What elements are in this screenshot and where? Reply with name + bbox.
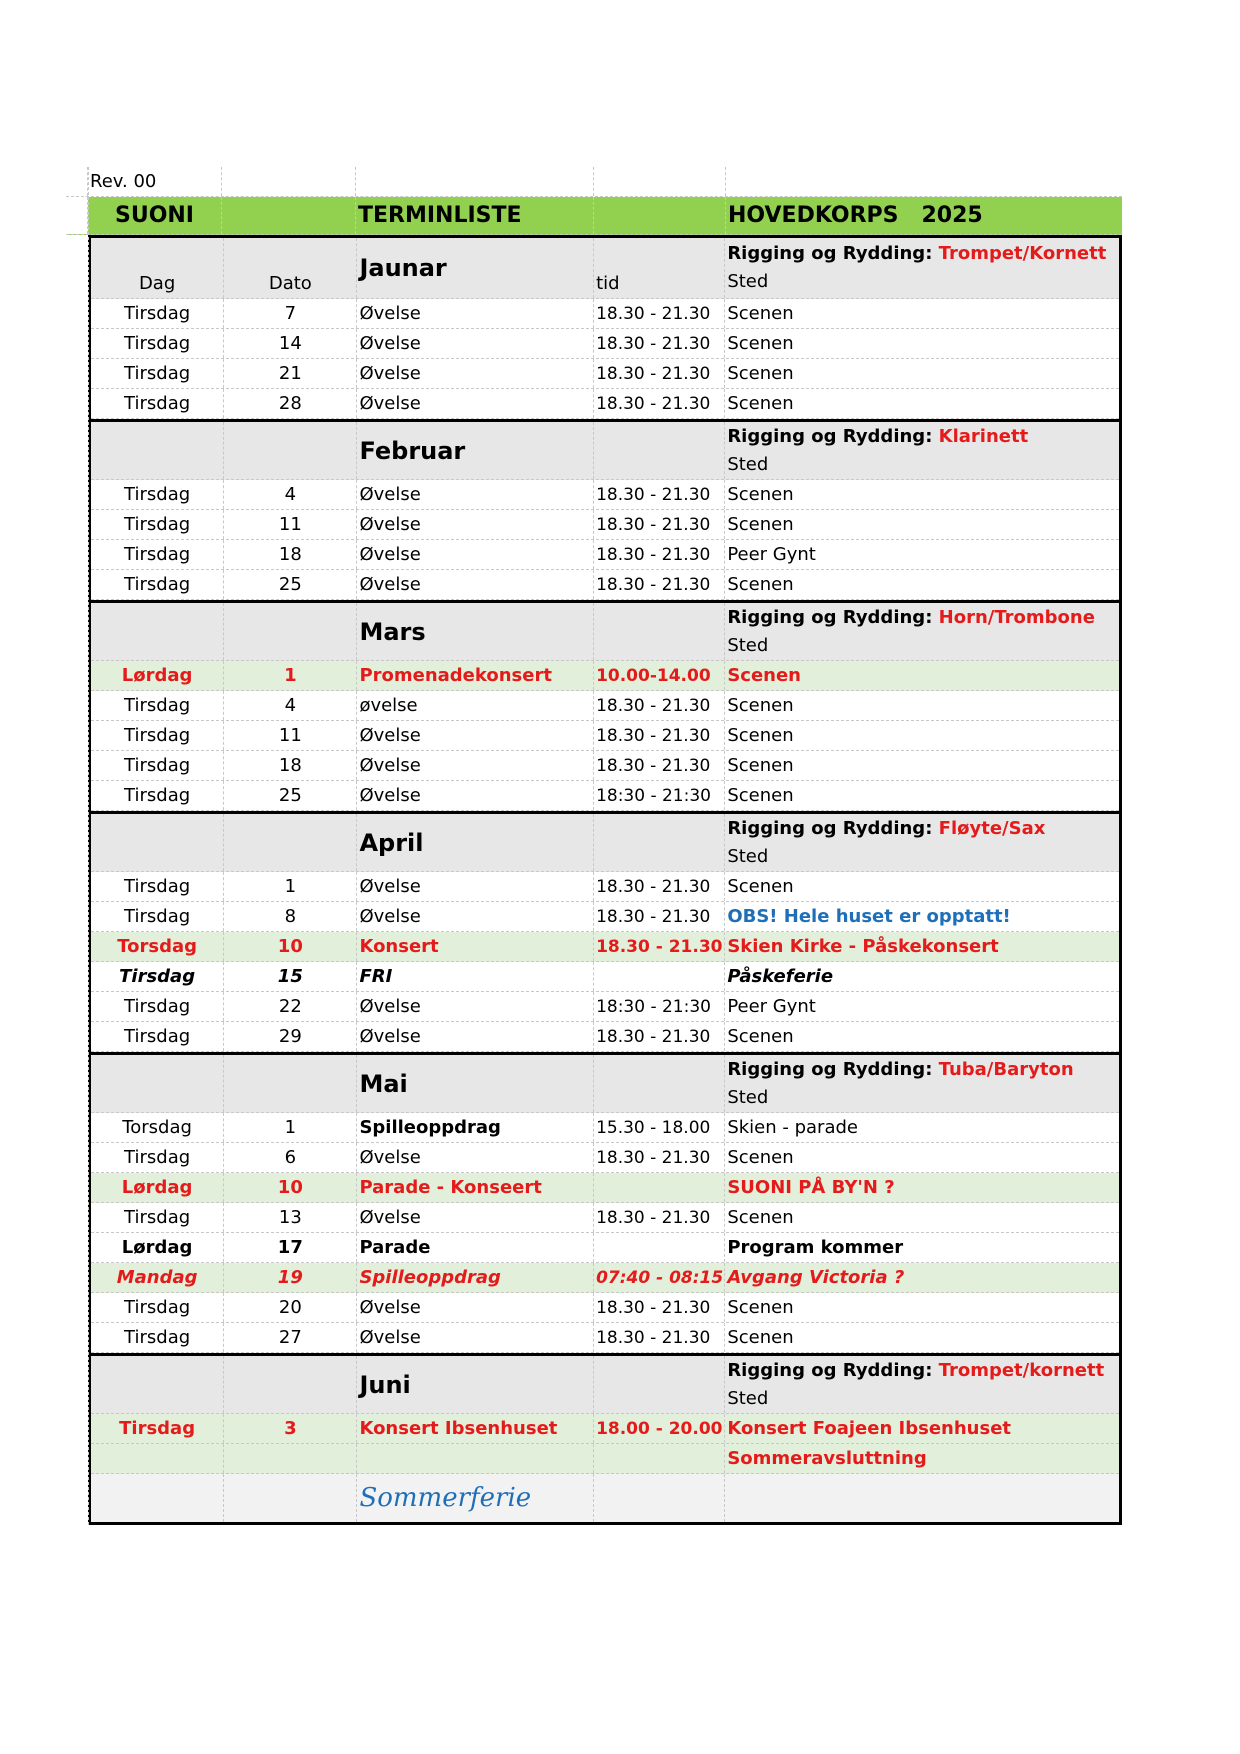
activity-cell: Øvelse: [357, 1293, 594, 1322]
group-title: HOVEDKORPS 2025: [728, 202, 983, 228]
table-row: [91, 299, 1119, 329]
day-cell: Tirsdag: [91, 510, 224, 539]
day-cell: Tirsdag: [91, 781, 224, 810]
time-cell: 18.30 - 21.30: [594, 1203, 725, 1232]
location-cell: Scenen: [727, 514, 794, 535]
location-cell: Scenen: [727, 725, 794, 746]
day-cell: Lørdag: [91, 1233, 224, 1262]
date-cell: 10: [224, 1173, 357, 1202]
column-header-tid: [594, 814, 725, 871]
time-cell: 18.30 - 21.30: [594, 329, 725, 358]
time-cell: 18.30 - 21.30: [594, 540, 725, 569]
day-cell: Mandag: [91, 1263, 224, 1292]
date-cell: 1: [224, 1113, 357, 1142]
time-cell: 18.30 - 21.30: [594, 299, 725, 328]
location-cell: Scenen: [727, 695, 794, 716]
time-cell: 18.30 - 21.30: [594, 751, 725, 780]
day-cell: Torsdag: [91, 932, 224, 961]
date-cell: 18: [224, 540, 357, 569]
table-row: [91, 721, 1119, 751]
location-cell: Scenen: [727, 785, 794, 806]
column-header-dato: Dato: [224, 238, 357, 298]
date-cell: 1: [224, 661, 357, 690]
activity-cell: øvelse: [357, 691, 594, 720]
location-cell: Scenen: [727, 1297, 794, 1318]
table-row: [91, 1143, 1119, 1173]
column-header-dag: [91, 1055, 224, 1112]
table-row: [91, 781, 1119, 811]
activity-cell: Øvelse: [357, 781, 594, 810]
activity-cell: Øvelse: [357, 510, 594, 539]
revision-label: Rev. 00: [88, 167, 222, 196]
month-header-jaunar: [91, 238, 1119, 299]
activity-cell: Spilleoppdrag: [357, 1113, 594, 1142]
rigging-line: [727, 240, 1119, 268]
day-cell: Tirsdag: [91, 540, 224, 569]
date-cell: 17: [224, 1233, 357, 1262]
rigging-label: Rigging og Rydding:: [727, 243, 939, 264]
rigging-cell: [725, 422, 1119, 479]
time-cell: 18.30 - 21.30: [594, 1022, 725, 1051]
rigging-section: Klarinett: [938, 425, 1029, 447]
time-cell: 18.30 - 21.30: [594, 721, 725, 750]
table-row: [91, 1203, 1119, 1233]
rigging-cell: [725, 1055, 1119, 1112]
date-cell: 19: [224, 1263, 357, 1292]
table-row: [91, 992, 1119, 1022]
day-cell: Tirsdag: [91, 1143, 224, 1172]
table-row: [91, 1113, 1119, 1143]
month-name-cell: [357, 1356, 594, 1413]
table-row: [91, 1263, 1119, 1293]
time-cell: [594, 1444, 725, 1473]
date-cell: 25: [224, 570, 357, 599]
month-header-mars: [91, 600, 1119, 661]
rigging-label: Rigging og Rydding:: [727, 817, 939, 839]
location-cell: Påskeferie: [727, 966, 834, 987]
rigging-cell: [725, 814, 1119, 871]
day-cell: Tirsdag: [91, 1323, 224, 1352]
location-cell: Program kommer: [727, 1237, 904, 1258]
location-cell: Sommeravsluttning: [727, 1448, 927, 1469]
table-row: [91, 661, 1119, 691]
activity-cell: Øvelse: [357, 721, 594, 750]
day-cell: Tirsdag: [91, 902, 224, 931]
location-cell: Scenen: [727, 393, 794, 414]
summer-holiday-label: Sommerferie: [357, 1474, 594, 1522]
column-header-dato: [224, 1055, 357, 1112]
time-cell: 18.30 - 21.30: [594, 1293, 725, 1322]
schedule-sheet: [66, 167, 1122, 1525]
location-cell: Scenen: [727, 363, 794, 384]
location-cell: Scenen: [727, 303, 794, 324]
day-cell: Lørdag: [91, 1173, 224, 1202]
rigging-section: Fløyte/Sax: [938, 817, 1046, 839]
location-cell: Scenen: [727, 1026, 794, 1047]
day-cell: Tirsdag: [91, 1414, 224, 1443]
location-cell: Scenen: [727, 755, 794, 776]
rigging-cell: [725, 238, 1119, 298]
day-cell: Tirsdag: [91, 299, 224, 328]
activity-cell: Øvelse: [357, 992, 594, 1021]
date-cell: 4: [224, 480, 357, 509]
date-cell: 8: [224, 902, 357, 931]
table-row: [91, 480, 1119, 510]
day-cell: Tirsdag: [91, 721, 224, 750]
location-cell: Avgang Victoria ?: [727, 1267, 905, 1288]
date-cell: 21: [224, 359, 357, 388]
day-cell: Tirsdag: [91, 329, 224, 358]
table-row: [91, 540, 1119, 570]
table-row: [91, 1323, 1119, 1353]
month-name-cell: [357, 603, 594, 660]
activity-cell: Konsert: [357, 932, 594, 961]
day-cell: Tirsdag: [91, 691, 224, 720]
activity-cell: Øvelse: [357, 751, 594, 780]
table-row: [91, 329, 1119, 359]
month-name: Jaunar: [359, 254, 447, 282]
location-cell: Scenen: [727, 1147, 794, 1168]
location-cell: OBS! Hele huset er opptatt!: [727, 906, 1011, 927]
month-name: Februar: [359, 436, 466, 465]
date-cell: 11: [224, 510, 357, 539]
date-cell: 15: [224, 962, 357, 991]
activity-cell: Øvelse: [357, 359, 594, 388]
time-cell: [594, 1173, 725, 1202]
month-header-februar: [91, 419, 1119, 480]
activity-cell: Øvelse: [357, 480, 594, 509]
month-header-juni: [91, 1353, 1119, 1414]
location-cell: Scenen: [727, 333, 794, 354]
time-cell: [594, 1233, 725, 1262]
empty-cell: [91, 1474, 224, 1522]
activity-cell: Parade: [357, 1233, 594, 1262]
day-cell: Torsdag: [91, 1113, 224, 1142]
rigging-section: Tuba/Baryton: [938, 1058, 1074, 1080]
gutter-column: [66, 167, 89, 1525]
month-name-cell: [357, 422, 594, 479]
table-row: [91, 872, 1119, 902]
table-row: [91, 902, 1119, 932]
empty-cell: [224, 1474, 357, 1522]
rigging-line: [727, 604, 1119, 632]
month-header-mai: [91, 1052, 1119, 1113]
date-cell: 25: [224, 781, 357, 810]
location-cell: Peer Gynt: [727, 996, 816, 1017]
location-cell: Konsert Foajeen Ibsenhuset: [727, 1418, 1012, 1439]
rigging-label: Rigging og Rydding:: [727, 1058, 939, 1080]
month-name-cell: [357, 238, 594, 298]
empty-cell: [725, 1474, 1119, 1522]
rigging-section: Trompet/kornett: [938, 1359, 1105, 1381]
time-cell: 18:30 - 21:30: [594, 781, 725, 810]
empty-cell: [594, 1474, 725, 1522]
location-cell: Scenen: [727, 876, 794, 897]
table-row: [91, 359, 1119, 389]
location-cell: Scenen: [727, 1327, 794, 1348]
date-cell: 28: [224, 389, 357, 418]
date-cell: 6: [224, 1143, 357, 1172]
location-cell: SUONI PÅ BY'N ?: [727, 1177, 895, 1198]
column-header-sted: Sted: [727, 271, 769, 292]
date-cell: 4: [224, 691, 357, 720]
column-header-dag: [91, 814, 224, 871]
column-header-tid: [594, 603, 725, 660]
date-cell: 10: [224, 932, 357, 961]
activity-cell: Øvelse: [357, 299, 594, 328]
time-cell: 18.30 - 21.30: [594, 389, 725, 418]
time-cell: 18.30 - 21.30: [594, 480, 725, 509]
day-cell: Tirsdag: [91, 992, 224, 1021]
activity-cell: FRI: [357, 962, 594, 991]
table-row: [91, 1022, 1119, 1052]
time-cell: 18.30 - 21.30: [594, 932, 725, 961]
activity-cell: Øvelse: [357, 872, 594, 901]
revision-row: [66, 167, 1122, 197]
rigging-cell: [725, 603, 1119, 660]
activity-cell: Øvelse: [357, 1203, 594, 1232]
column-header-dag: Dag: [91, 238, 224, 298]
table-row: [91, 510, 1119, 540]
activity-cell: Øvelse: [357, 1143, 594, 1172]
activity-cell: Øvelse: [357, 902, 594, 931]
month-header-april: [91, 811, 1119, 872]
table-row: [91, 1444, 1119, 1474]
activity-cell: Øvelse: [357, 540, 594, 569]
time-cell: 18.30 - 21.30: [594, 1323, 725, 1352]
column-header-tid: tid: [594, 238, 725, 298]
date-cell: 14: [224, 329, 357, 358]
location-cell: Skien Kirke - Påskekonsert: [727, 936, 999, 957]
time-cell: 18:30 - 21:30: [594, 992, 725, 1021]
column-header-tid: [594, 1356, 725, 1413]
activity-cell: [357, 1444, 594, 1473]
location-cell: Scenen: [727, 574, 794, 595]
activity-cell: Øvelse: [357, 329, 594, 358]
activity-cell: Øvelse: [357, 389, 594, 418]
column-header-sted: Sted: [727, 634, 769, 656]
table-row: [91, 1293, 1119, 1323]
day-cell: Tirsdag: [91, 872, 224, 901]
time-cell: 10.00-14.00: [594, 661, 725, 690]
rigging-line: [727, 815, 1119, 843]
column-header-sted: Sted: [727, 1387, 769, 1409]
rigging-section: Trompet/Kornett: [938, 243, 1107, 264]
day-cell: Tirsdag: [91, 480, 224, 509]
rigging-line: [727, 1357, 1119, 1385]
rigging-label: Rigging og Rydding:: [727, 606, 939, 628]
time-cell: 18.30 - 21.30: [594, 902, 725, 931]
table-row: [91, 691, 1119, 721]
day-cell: [91, 1444, 224, 1473]
day-cell: Tirsdag: [91, 1203, 224, 1232]
table-row: [91, 751, 1119, 781]
activity-cell: Promenadekonsert: [357, 661, 594, 690]
time-cell: 18.00 - 20.00: [594, 1414, 725, 1443]
time-cell: 18.30 - 21.30: [594, 872, 725, 901]
column-header-sted: Sted: [727, 453, 769, 475]
rigging-section: Horn/Trombone: [938, 606, 1095, 628]
day-cell: Tirsdag: [91, 570, 224, 599]
table-row: [91, 570, 1119, 600]
rigging-line: [727, 423, 1119, 451]
date-cell: 18: [224, 751, 357, 780]
day-cell: Tirsdag: [91, 389, 224, 418]
schedule-table: [88, 235, 1122, 1525]
column-header-dato: [224, 814, 357, 871]
month-name: April: [359, 828, 424, 857]
table-row: [91, 932, 1119, 962]
column-header-dato: [224, 1356, 357, 1413]
month-name: Mai: [359, 1069, 408, 1098]
location-cell: Scenen: [727, 484, 794, 505]
location-cell: Scenen: [727, 665, 801, 686]
date-cell: 3: [224, 1414, 357, 1443]
org-title: SUONI: [88, 197, 222, 234]
activity-cell: Parade - Konseert: [357, 1173, 594, 1202]
day-cell: Tirsdag: [91, 359, 224, 388]
column-header-tid: [594, 422, 725, 479]
footer-row: [91, 1474, 1119, 1522]
time-cell: 18.30 - 21.30: [594, 510, 725, 539]
column-header-dag: [91, 422, 224, 479]
day-cell: Tirsdag: [91, 962, 224, 991]
doc-title: TERMINLISTE: [356, 197, 594, 234]
date-cell: 27: [224, 1323, 357, 1352]
column-header-sted: Sted: [727, 1086, 769, 1108]
table-row: [91, 1173, 1119, 1203]
date-cell: 7: [224, 299, 357, 328]
date-cell: 1: [224, 872, 357, 901]
time-cell: [594, 962, 725, 991]
activity-cell: Øvelse: [357, 570, 594, 599]
date-cell: 20: [224, 1293, 357, 1322]
rigging-label: Rigging og Rydding:: [727, 425, 939, 447]
activity-cell: Øvelse: [357, 1323, 594, 1352]
date-cell: [224, 1444, 357, 1473]
date-cell: 29: [224, 1022, 357, 1051]
month-name: Mars: [359, 617, 426, 646]
location-cell: Scenen: [727, 1207, 794, 1228]
column-header-sted: Sted: [727, 845, 769, 867]
month-name-cell: [357, 814, 594, 871]
location-cell: Peer Gynt: [727, 544, 816, 565]
time-cell: 07:40 - 08:15: [594, 1263, 725, 1292]
table-row: [91, 389, 1119, 419]
rigging-label: Rigging og Rydding:: [727, 1359, 939, 1381]
column-header-tid: [594, 1055, 725, 1112]
column-header-dag: [91, 1356, 224, 1413]
rigging-cell: [725, 1356, 1119, 1413]
table-row: [91, 1414, 1119, 1444]
column-header-dag: [91, 603, 224, 660]
column-header-dato: [224, 603, 357, 660]
day-cell: Tirsdag: [91, 1022, 224, 1051]
month-name-cell: [357, 1055, 594, 1112]
date-cell: 13: [224, 1203, 357, 1232]
location-cell: Skien - parade: [727, 1117, 858, 1138]
date-cell: 22: [224, 992, 357, 1021]
day-cell: Tirsdag: [91, 1293, 224, 1322]
activity-cell: Spilleoppdrag: [357, 1263, 594, 1292]
activity-cell: Konsert Ibsenhuset: [357, 1414, 594, 1443]
rigging-line: [727, 1056, 1119, 1084]
time-cell: 18.30 - 21.30: [594, 570, 725, 599]
time-cell: 18.30 - 21.30: [594, 691, 725, 720]
column-header-dato: [224, 422, 357, 479]
month-name: Juni: [359, 1370, 411, 1399]
activity-cell: Øvelse: [357, 1022, 594, 1051]
table-row: [91, 1233, 1119, 1263]
title-row: [66, 197, 1122, 235]
day-cell: Tirsdag: [91, 751, 224, 780]
time-cell: 15.30 - 18.00: [594, 1113, 725, 1142]
day-cell: Lørdag: [91, 661, 224, 690]
time-cell: 18.30 - 21.30: [594, 1143, 725, 1172]
table-row: [91, 962, 1119, 992]
date-cell: 11: [224, 721, 357, 750]
time-cell: 18.30 - 21.30: [594, 359, 725, 388]
